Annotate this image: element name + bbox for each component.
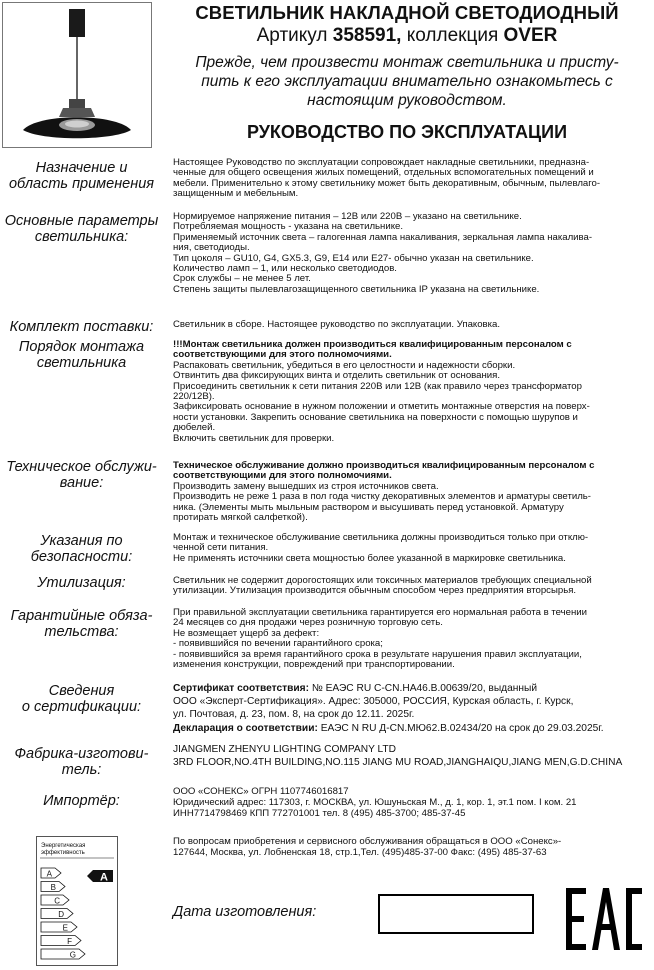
text-purpose: Настоящее Руководство по эксплуатации сопровождает накладные светильники, предназна- ченные для общего освещения жилых помещений, отдельных вспомогательных помещений и мебели. Применительно к этому светильнику может быть декоративным, обычным, пылевлаго- защищенным и мебельным. xyxy=(173,157,601,200)
text-warranty: При правильной эксплуатации светильника гарантируется его нормальная работа в течении 24 месяцев со дня продажи через розничную торговую сеть. Не возмещает ущерб за дефект: - появившийся по вечении гарантийного срока; - появившийся за время гарантийного срока в результате нарушения правил эксплуатации, изменения конструкции, повреждений при транспортировании. xyxy=(173,607,587,671)
text-contacts: По вопросам приобретения и сервисного обслуживания обращаться в ООО «Сонекс»- 127644, Москва, ул. Лобненская 18, стр.1,Тел. (495)485-37-00 Факс: (495) 485-37-63 xyxy=(173,836,562,858)
label-safety: Указания по безопасности: xyxy=(30,533,133,565)
energy-class-label-g: G xyxy=(69,950,76,960)
label-disposal: Утилизация: xyxy=(37,575,126,591)
text-kit: Светильник в сборе. Настоящее руководство по эксплуатации. Упаковка. xyxy=(173,319,501,330)
decl-value: ЕАЭС N RU Д-CN.МЮ62.В.02434/20 на срок до 29.03.2025г. xyxy=(320,722,604,734)
article-line xyxy=(160,24,654,48)
energy-class-label-b: B xyxy=(50,883,56,892)
energy-header-1: Энергетическая xyxy=(41,843,86,849)
text-factory: JIANGMEN ZHENYU LIGHTING COMPANY LTD 3RD FLOOR,NO.4TH BUILDING,NO.115 JIANG MU ROAD,JIANGHAIQU,JIANG MEN,G.D.CHINA xyxy=(173,744,623,768)
label-certification: Сведения о сертификации: xyxy=(21,683,142,715)
cert-label: Сертификат соответствия: xyxy=(173,683,310,694)
text-safety: Монтаж и техническое обслуживание светильника должны производиться только при отклю- ченной сети питания. Не применять источники света мощностью более указанной в маркировке светильника. xyxy=(173,532,589,564)
label-params: Основные параметры светильника: xyxy=(4,213,159,245)
manual-title: РУКОВОДСТВО ПО ЭКСПЛУАТАЦИИ xyxy=(246,122,568,142)
energy-class-label-f: F xyxy=(67,937,72,946)
label-importer: Импортёр: xyxy=(43,793,120,809)
collection-name: OVER xyxy=(503,25,558,46)
text-importer: ООО «СОНЕКС» ОГРН 1107746016817 Юридический адрес: 117303, г. МОСКВА, ул. Юшуньская М., д. 1, кор. 1, эт.1 пом. I ком. 21 ИНН7714798469 КПП 772701001 тел. 8 (495) 485-3700; 485-37-45 xyxy=(173,786,577,819)
text-disposal: Светильник не содержит дорогостоящих или токсичных материалов требующих специальной утилизации. Утилизация производится обычным способом через предприятия вторсырья. xyxy=(173,575,592,597)
label-warranty: Гарантийные обяза- тельства: xyxy=(10,608,153,640)
eac-mark-icon xyxy=(564,886,644,952)
cert-value: № ЕАЭС RU C-CN.HA46.B.00639/20, выданный xyxy=(311,683,538,694)
energy-class-label-d: D xyxy=(58,910,64,919)
label-factory: Фабрика-изготови- тель: xyxy=(14,746,149,778)
document-header xyxy=(160,2,654,143)
label-install: Порядок монтажа светильника xyxy=(18,339,145,371)
article-prefix: Артикул xyxy=(256,25,328,46)
production-date-field[interactable] xyxy=(378,894,534,934)
product-title: СВЕТИЛЬНИК НАКЛАДНОЙ СВЕТОДИОДНЫЙ xyxy=(195,2,619,23)
text-certification: Сертификат соответствия: № ЕАЭС RU C-CN.HA46.B.00639/20, выданный ООО «Эксперт-Сертификация». Адрес: 305000, РОССИЯ, Курская область, г. Курск, ул. Почтовая, д. 23, пом. 8, на срок до 12.11. 2025г. Декларация о соответствии: ЕАЭС N RU Д-CN.МЮ62.В.02434/20 на срок до 29.03.2025г. xyxy=(173,683,604,734)
energy-header-2: эффективность xyxy=(41,850,85,856)
article-number: 358591, xyxy=(332,25,402,46)
energy-efficiency-label xyxy=(36,836,118,966)
energy-selected-marker xyxy=(87,870,113,884)
energy-selected-class: A xyxy=(100,871,108,884)
label-kit: Комплект поставки: xyxy=(9,319,154,335)
text-install: !!!Монтаж светильника должен производиться квалифицированным персоналом с соответствующими для этого полномочиями. Распаковать светильник, убедиться в его целостности и надежности сборки. Отвинтить два фиксирующих винта и отделить светильник от основания. Присоединить светильник к сети питания 220В или 12В (как правило через трансформатор 220/12В). Зафиксировать основание в нужном положении и отметить монтажные отверстия на поверх- ности установки. Закрепить основание светильника на поверхности с помощью шурупов и дюбелей. Включить светильник для проверки. xyxy=(173,339,590,444)
energy-class-bar-e xyxy=(41,922,77,932)
label-service: Техническое обслужи- вание: xyxy=(6,459,157,491)
energy-class-label-e: E xyxy=(62,923,68,933)
label-purpose: Назначение и область применения xyxy=(8,160,155,192)
energy-class-bar-f xyxy=(41,936,81,946)
production-date-label: Дата изготовления: xyxy=(173,904,317,920)
energy-class-label-a: A xyxy=(46,869,52,879)
product-image xyxy=(2,2,152,148)
collection-prefix: коллекция xyxy=(406,25,499,46)
text-params: Нормируемое напряжение питания – 12В или 220В – указано на светильнике. Потребляемая мощность - указана на светильнике. Применяемый источник света – галогенная лампа накаливания, зеркальная лампа накалива- ния, светодиоды. Тип цоколя – GU10, G4, GX5.3, G9, E14 или E27- обычно указан на светильнике. Количество ламп – 1, или несколько светодиодов. Срок службы – не менее 5 лет. Степень защиты пылевлагозащищенного светильника IP указана на светильнике. xyxy=(173,211,593,295)
energy-class-bar-g xyxy=(41,949,85,959)
energy-class-bar-d xyxy=(41,909,73,919)
read-notice: Прежде, чем произвести монтаж светильника и присту- пить к его эксплуатации внимательно ознакомьтесь с настоящим руководством. xyxy=(195,54,619,109)
energy-class-label-c: C xyxy=(54,896,60,906)
decl-label: Декларация о соответствии: xyxy=(173,722,318,734)
text-service: Техническое обслуживание должно производиться квалифицированным персоналом с соответствующими для этого полномочиями. Производить замену вышедших из строя источников света. Производить не реже 1 раза в пол года чистку декоративных элементов и арматуры светиль- ника. (Элементы мыть мыльным раствором и высушивать перед установкой. Арматуру протирать мягкой салфеткой). xyxy=(173,460,595,524)
